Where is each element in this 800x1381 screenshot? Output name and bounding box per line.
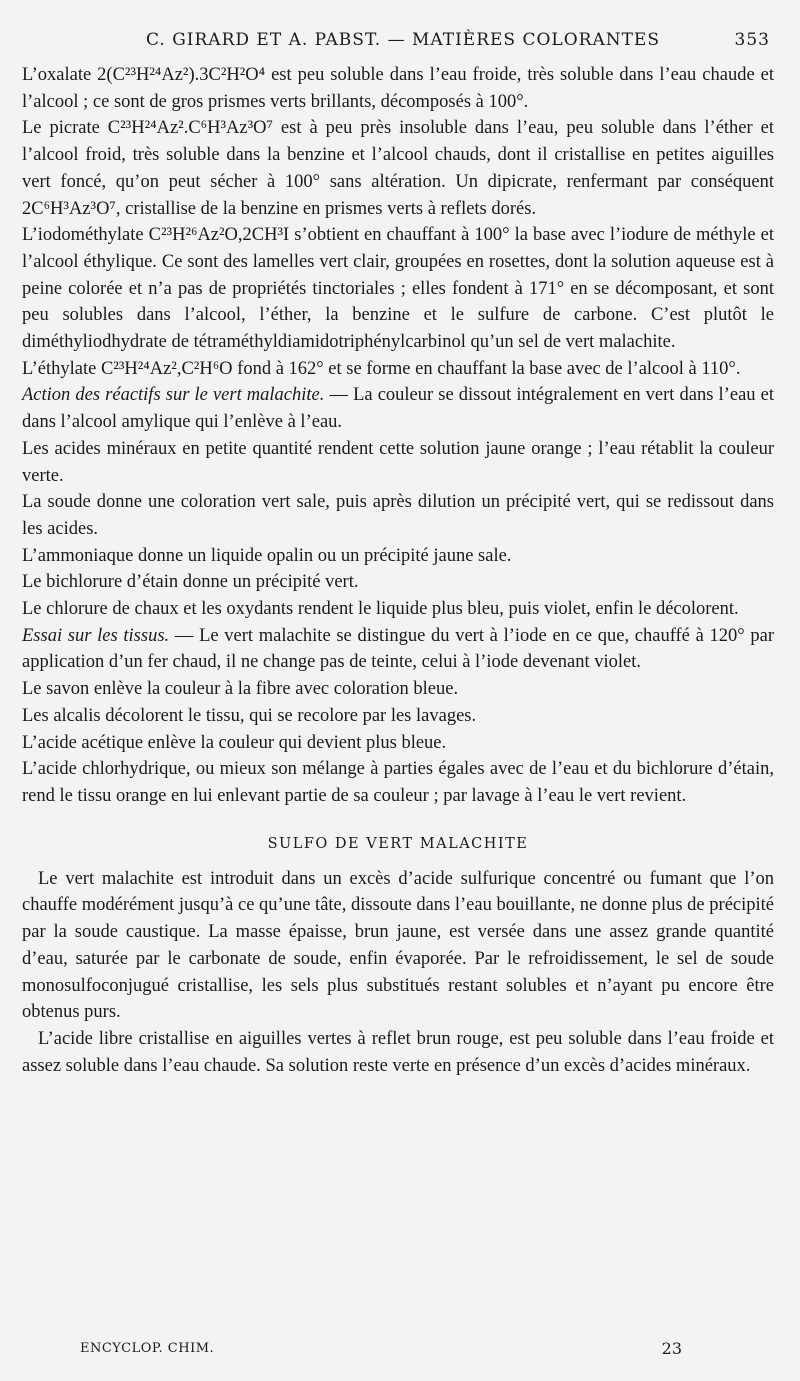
- paragraph: Le savon enlève la couleur à la fibre avec coloration bleue.: [22, 679, 459, 700]
- footer-left: ENCYCLOP. CHIM.: [80, 1341, 215, 1356]
- paragraph: L’oxalate 2(C²³H²⁴Az²).3C²H²O⁴ est peu soluble dans l’eau froide, très soluble dans l’eau chaude et l’alcool ; ce sont de gros prismes verts brillants, décomposés à 100°.: [22, 65, 774, 112]
- paragraph: Action des réactifs sur le vert malachite. — La couleur se dissout intégralement en vert dans l’eau et dans l’alcool amylique qui l’enlève à l’eau.: [22, 385, 774, 433]
- header-title: C. GIRARD ET A. PABST. — MATIÈRES COLORANTES: [146, 30, 660, 50]
- running-header: [22, 26, 774, 54]
- paragraph: Le vert malachite est introduit dans un excès d’acide sulfurique concentré ou fumant que l’on chauffe modérément jusqu’à ce qu’une tâte, dissoute dans l’eau bouillante, ne donne plus de précipité par la soude caustique. La masse épaisse, brun jaune, est versée dans une assez grande quantité d’eau, saturée par le carbonate de soude, enfin évaporée. Par le refroidissement, le sel de soude monosulfoconjugué cristallise, les sels plus substitués restant solubles et n’ayant pu encore être obtenus purs.: [22, 868, 774, 1023]
- footer-folio: 23: [661, 1339, 682, 1358]
- paragraph: Essai sur les tissus. — Le vert malachite se distingue du vert à l’iode en ce que, chauffé à 120° par application d’un fer chaud, il ne change pas de teinte, celui à l’iode devenant violet.: [22, 625, 774, 673]
- section-title: SULFO DE VERT MALACHITE: [267, 835, 529, 852]
- paragraph: L’acide acétique enlève la couleur qui devient plus bleue.: [22, 732, 447, 753]
- paragraph: L’éthylate C²³H²⁴Az²,C²H⁶O fond à 162° et se forme en chauffant la base avec de l’alcool à 110°.: [22, 358, 741, 379]
- paragraph: Le picrate C²³H²⁴Az².C⁶H³Az³O⁷ est à peu près insoluble dans l’eau, peu soluble dans l’éther et l’alcool froid, très soluble dans la benzine et l’alcool chauds, dont il cristallise en petites aiguilles vert foncé, qu’on peut sécher à 100° sans altération. Un dipicrate, renfermant par conséquent 2C⁶H³Az³O⁷, cristallise de la benzine en prismes verts à reflets dorés.: [22, 118, 774, 219]
- page-footer: [80, 1339, 682, 1361]
- paragraph: Le bichlorure d’étain donne un précipité vert.: [22, 572, 359, 593]
- paragraph: Les acides minéraux en petite quantité rendent cette solution jaune orange ; l’eau rétablit la couleur verte.: [22, 438, 774, 486]
- paragraph: L’ammoniaque donne un liquide opalin ou un précipité jaune sale.: [22, 545, 512, 566]
- paragraph: La soude donne une coloration vert sale, puis après dilution un précipité vert, qui se redissout dans les acides.: [22, 492, 774, 539]
- paragraph: L’acide libre cristallise en aiguilles vertes à reflet brun rouge, est peu soluble dans l’eau froide et assez soluble dans l’eau chaude. Sa solution reste verte en présence d’un excès d’acides minéraux.: [22, 1028, 774, 1076]
- page-number: 353: [734, 30, 770, 50]
- paragraph: L’iodométhylate C²³H²⁶Az²O,2CH³I s’obtient en chauffant à 100° la base avec l’iodure de méthyle et l’alcool éthylique. Ce sont des lamelles vert clair, groupées en rosettes, dont la solution aqueuse est à peine colorée et n’a pas de propriétés tinctoriales ; elles fondent à 171° en se décomposant, et sont peu solubles dans l’alcool, l’éther, la benzine et le sulfure de carbone. C’est plutôt le diméthyliodhydrate de tétraméthyldiamidotriphénylcarbinol qu’un sel de vert malachite.: [22, 225, 774, 353]
- paragraph-heading: Essai sur les tissus.: [22, 625, 170, 646]
- paragraph: L’acide chlorhydrique, ou mieux son mélange à parties égales avec de l’eau et du bichlorure d’étain, rend le tissu orange en lui enlevant partie de sa couleur ; par lavage à l’eau le vert revient.: [22, 759, 774, 806]
- paragraph: Le chlorure de chaux et les oxydants rendent le liquide plus bleu, puis violet, enfin le décolorent.: [22, 599, 739, 620]
- page-body: [22, 62, 774, 1079]
- paragraph-heading: Action des réactifs sur le vert malachite.: [22, 385, 325, 406]
- paragraph: Les alcalis décolorent le tissu, qui se recolore par les lavages.: [22, 705, 477, 726]
